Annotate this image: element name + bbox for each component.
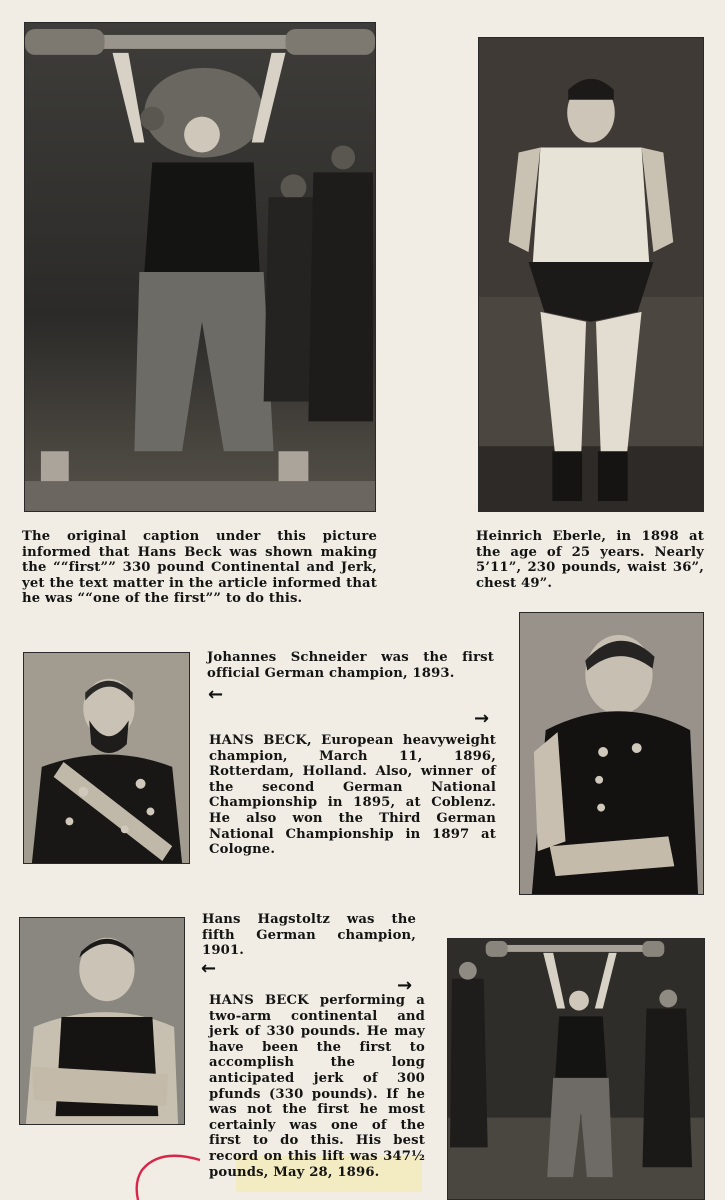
photo-hagstoltz <box>19 917 185 1125</box>
caption-hagstoltz: Hans Hagstoltz was the fifth German champion, 1901. <box>202 912 416 959</box>
photo-beck-lift-large <box>24 22 376 512</box>
photo-beck-lift-large-image <box>25 23 375 511</box>
photo-schneider-image <box>24 653 189 863</box>
arrow-right-beck-champion: → <box>474 708 490 729</box>
photo-hagstoltz-image <box>20 918 184 1124</box>
caption-beck-lift: HANS BECK performing a two-arm continental and jerk of 330 pounds. He may have been the first to accomplish the long anticipated jerk of 300 pfunds (330 pounds). If he was not the first he most certainly was one of the first to do this. His best record on this lift was 347½ pounds, May 28, 1896. <box>209 993 425 1180</box>
photo-eberle-image <box>479 38 703 511</box>
arrow-right-beck-lift: → <box>397 975 413 996</box>
arrow-left-schneider: ← <box>208 684 224 705</box>
caption-eberle: Heinrich Eberle, in 1898 at the age of 25 years. Nearly 5’11”, 230 pounds, waist 36”, chest 49”. <box>476 529 704 591</box>
caption-schneider: Johannes Schneider was the first official German champion, 1893. <box>207 650 494 681</box>
caption-beck-champion: HANS BECK, European heavyweight champion, March 11, 1896, Rotterdam, Holland. Also, winner of the second German National Championship in 1895, at Coblenz. He also won the Third German National Championship in 1897 at Cologne. <box>209 733 496 858</box>
photo-beck-portrait <box>519 612 704 895</box>
photo-beck-lift-small-image <box>448 939 704 1199</box>
photo-beck-portrait-image <box>520 613 703 894</box>
photo-beck-lift-small <box>447 938 705 1200</box>
caption-beck-original: The original caption under this picture informed that Hans Beck was shown making the ““first”” 330 pound Continental and Jerk, yet the text matter in the article informed that he was ““one of the first”” to do this. <box>22 529 377 607</box>
photo-schneider <box>23 652 190 864</box>
photo-eberle <box>478 37 704 512</box>
red-pen-mark <box>130 1150 210 1200</box>
arrow-left-hagstoltz: ← <box>201 958 217 979</box>
